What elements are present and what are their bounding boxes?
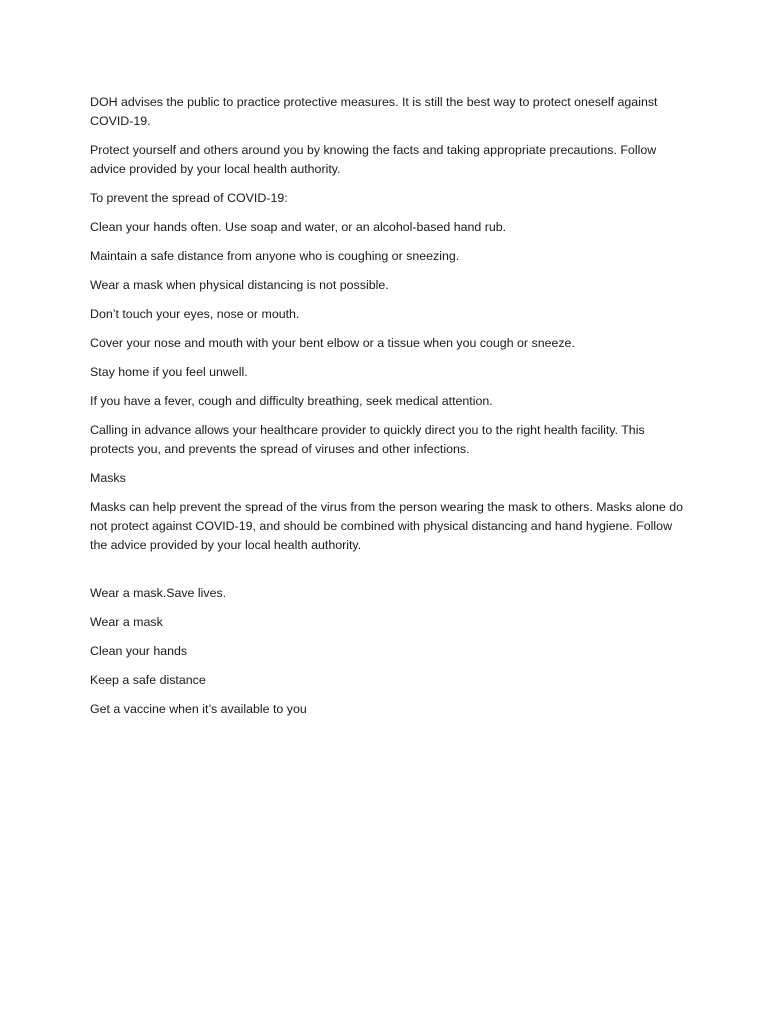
- paragraph-prevent-heading: To prevent the spread of COVID-19:: [90, 191, 288, 205]
- paragraph-fever: If you have a fever, cough and difficulty breathing, seek medical attention.: [90, 394, 493, 408]
- closing-wear-mask: Wear a mask: [90, 615, 163, 629]
- closing-slogan: Wear a mask.Save lives.: [90, 586, 227, 600]
- document-body: [90, 93, 686, 729]
- paragraph-safe-distance: Maintain a safe distance from anyone who is coughing or sneezing.: [90, 249, 460, 263]
- paragraph-masks-heading: Masks: [90, 471, 126, 485]
- paragraph-wear-mask: Wear a mask when physical distancing is not possible.: [90, 278, 389, 292]
- paragraph-intro: DOH advises the public to practice protective measures. It is still the best way to protect oneself against COVID-19.: [90, 95, 658, 128]
- paragraph-dont-touch: Don’t touch your eyes, nose or mouth.: [90, 307, 300, 321]
- paragraph-masks-body: Masks can help prevent the spread of the virus from the person wearing the mask to others. Masks alone do not protect against COVID-19, and should be combined with physical distancing and hand hygiene. Follow the advice provided by your local health authority.: [90, 500, 683, 552]
- closing-vaccine: Get a vaccine when it’s available to you: [90, 702, 307, 716]
- blank-line: [90, 565, 686, 584]
- paragraph-cover: Cover your nose and mouth with your bent elbow or a tissue when you cough or sneeze.: [90, 336, 575, 350]
- paragraph-protect: Protect yourself and others around you by knowing the facts and taking appropriate precautions. Follow advice provided by your local health authority.: [90, 143, 657, 176]
- paragraph-calling: Calling in advance allows your healthcare provider to quickly direct you to the right health facility. This protects you, and prevents the spread of viruses and other infections.: [90, 423, 645, 456]
- paragraph-stay-home: Stay home if you feel unwell.: [90, 365, 248, 379]
- closing-safe-distance: Keep a safe distance: [90, 673, 206, 687]
- closing-clean-hands: Clean your hands: [90, 644, 188, 658]
- paragraph-clean-hands: Clean your hands often. Use soap and water, or an alcohol-based hand rub.: [90, 220, 507, 234]
